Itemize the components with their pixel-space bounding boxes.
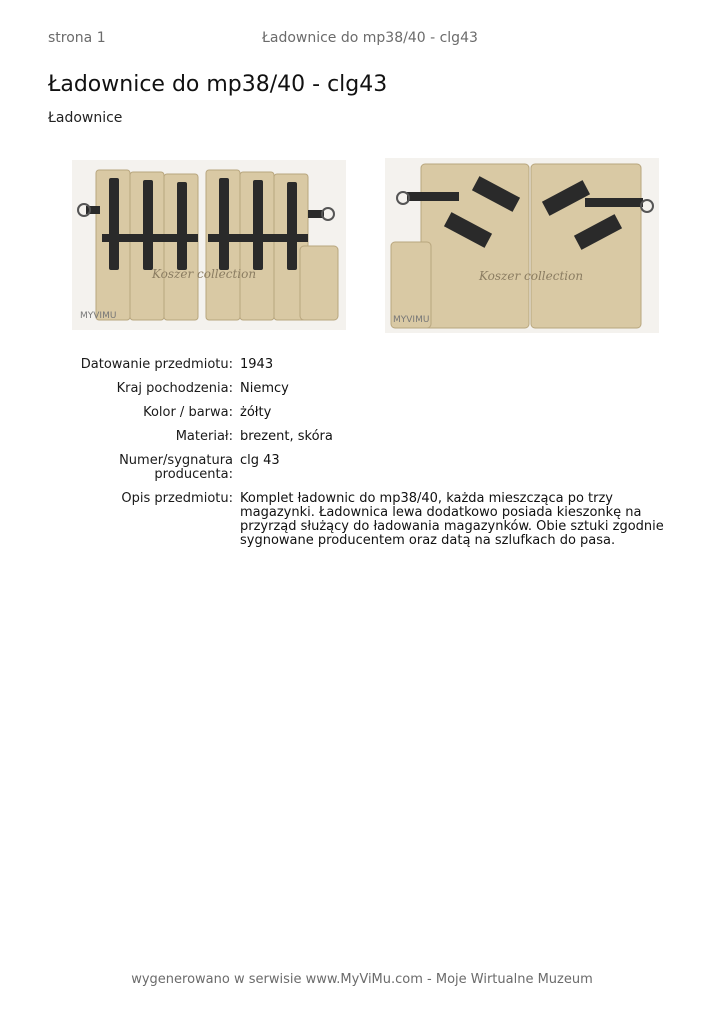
property-label: Datowanie przedmiotu:: [80, 357, 233, 372]
property-label: Kolor / barwa:: [143, 405, 233, 420]
category-label: Ładownice: [48, 110, 123, 126]
property-row-date: [48, 358, 678, 382]
property-value: brezent, skóra: [240, 429, 333, 444]
svg-text:Koszer collection: Koszer collection: [152, 267, 257, 281]
page-number: strona 1: [48, 30, 106, 46]
property-row-description: [48, 492, 678, 558]
property-value: Komplet ładownic do mp38/40, każda mieszcząca po trzy magazynki. Ładownica lewa dodatkowo posiada kieszonkę na przyrząd służący do ładowania magazynków. Obie sztuki zgodnie sygnowane producentem oraz datą na szlufkach do pasa.: [240, 491, 664, 548]
header-title: Ładownice do mp38/40 - clg43: [262, 30, 478, 46]
svg-text:Koszer collection: Koszer collection: [479, 269, 584, 283]
property-row-color: [48, 406, 678, 430]
pouches-back-illustration: [385, 158, 659, 333]
property-row-material: [48, 430, 678, 454]
page-title: Ładownice do mp38/40 - clg43: [48, 72, 388, 97]
property-value: 1943: [240, 357, 274, 372]
property-value: clg 43: [240, 453, 280, 468]
property-value: żółty: [240, 405, 272, 420]
item-properties-table: [48, 358, 678, 558]
photo-back-view[interactable]: [385, 158, 659, 333]
property-label: Kraj pochodzenia:: [116, 381, 233, 396]
pouches-front-illustration: [72, 160, 346, 330]
property-row-country: [48, 382, 678, 406]
page-footer: wygenerowano w serwisie www.MyViMu.com - Moje Wirtualne Muzeum: [131, 972, 593, 987]
page-header: [48, 30, 676, 50]
svg-text:MYVIMU: MYVIMU: [393, 315, 430, 325]
property-value: Niemcy: [240, 381, 289, 396]
property-row-maker-mark: [48, 454, 678, 492]
svg-text:MYVIMU: MYVIMU: [80, 311, 117, 321]
property-label: Materiał:: [175, 429, 233, 444]
property-label: Opis przedmiotu:: [121, 491, 233, 506]
photo-front-view[interactable]: [72, 160, 346, 330]
property-label: Numer/sygnatura producenta:: [119, 453, 233, 482]
